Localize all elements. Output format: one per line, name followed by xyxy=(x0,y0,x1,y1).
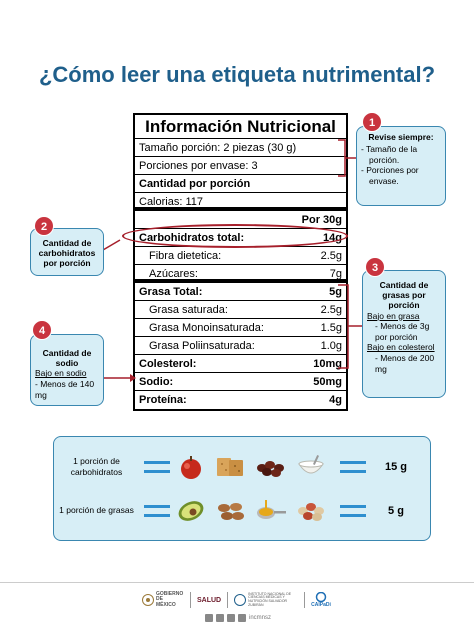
social-handle: incmnsz xyxy=(249,615,272,621)
crackers-icon xyxy=(215,454,247,480)
instituto-text: INSTITUTO NACIONAL DE CIENCIAS MÉDICAS Y NUTRICIÓN SALVADOR ZUBIRÁN xyxy=(248,591,292,607)
row-fibra: Fibra dietetica: 2.5g xyxy=(135,247,346,265)
gobierno-logo xyxy=(142,592,184,609)
portions-panel xyxy=(53,436,431,541)
callout-4-title: Cantidad de sodio xyxy=(42,348,92,369)
footer-separator xyxy=(227,592,228,608)
equals-icon xyxy=(144,461,170,473)
almonds-icon xyxy=(215,498,247,524)
callout-1-item: - Porciones por envase. xyxy=(361,165,419,187)
caipadi-logo xyxy=(311,592,331,608)
callout-3-title: Cantidad de grasas por porción xyxy=(379,280,429,311)
step-badge-2: 2 xyxy=(34,216,54,236)
portion-value: 5 g xyxy=(388,505,404,517)
step-badge-3: 3 xyxy=(365,257,385,277)
step-badge-1: 1 xyxy=(362,112,382,132)
portion-row-carbohidratos xyxy=(54,445,430,489)
facebook-icon[interactable] xyxy=(205,614,213,622)
social-bar xyxy=(205,614,271,622)
oil-spoon-icon xyxy=(255,498,287,524)
salud-logo: SALUD xyxy=(197,596,222,604)
portion-row-grasas xyxy=(54,489,430,533)
instituto-logo xyxy=(234,593,298,608)
callout-1-item: - Tamaño de la porción. xyxy=(361,144,418,165)
portion-value: 15 g xyxy=(384,461,407,473)
callout-revise-siempre xyxy=(356,126,446,206)
serving-size: Tamaño porción: 2 piezas (30 g) xyxy=(135,139,346,157)
yogurt-icon xyxy=(295,454,327,480)
gobierno-text: GOBIERNO DE MÉXICO xyxy=(156,590,184,608)
peanuts-icon xyxy=(295,498,327,524)
avocado-icon xyxy=(175,498,207,524)
footer-separator xyxy=(304,592,305,608)
apple-icon xyxy=(175,454,207,480)
label-title: Información Nutricional xyxy=(135,115,346,139)
beans-icon xyxy=(255,454,287,480)
page-title: ¿Cómo leer una etiqueta nutrimental? xyxy=(38,62,436,87)
row-sodio: Sodio: 50mg xyxy=(135,373,346,391)
calories: Calorias: 117 xyxy=(135,193,346,211)
caipadi-text: CAIPaDi xyxy=(311,602,331,608)
row-colesterol: Colesterol: 10mg xyxy=(135,355,346,373)
footer-separator xyxy=(190,592,191,608)
step-badge-4: 4 xyxy=(32,320,52,340)
footer-divider xyxy=(0,582,474,583)
portion-label: 1 porción de carbohidratos xyxy=(70,455,123,477)
callout-3-item2: - Menos de 200 mg xyxy=(375,353,435,374)
equals-icon xyxy=(340,461,366,473)
instagram-icon[interactable] xyxy=(227,614,235,622)
per-serving-header: Por 30g xyxy=(135,211,346,229)
callout-1-title: Revise siempre: xyxy=(368,132,434,142)
equals-icon xyxy=(144,505,170,517)
callout-3-sub2: Bajo en colesterol xyxy=(367,342,435,353)
row-proteina: Proteína: 4g xyxy=(139,394,342,406)
callout-3-item1: - Menos de 3g por porción xyxy=(375,321,430,342)
row-grasa-mono: Grasa Monoinsaturada: 1.5g xyxy=(135,319,346,337)
row-azucares: Azúcares: 7g xyxy=(135,265,346,283)
amount-per-serving: Cantidad por porción xyxy=(135,175,346,193)
footer-logos xyxy=(142,588,346,612)
row-grasa-total: Grasa Total: 5g xyxy=(135,283,346,301)
youtube-icon[interactable] xyxy=(238,614,246,622)
equals-icon xyxy=(340,505,366,517)
callout-4-item: - Menos de 140 mg xyxy=(35,379,95,400)
callout-2-title: Cantidad de carbohidratos por porción xyxy=(38,238,96,269)
portion-label: 1 porción de grasas xyxy=(59,505,134,516)
servings-per-container: Porciones por envase: 3 xyxy=(135,157,346,175)
row-grasa-poli: Grasa Poliinsaturada: 1.0g xyxy=(135,337,346,355)
callout-4-sub: Bajo en sodio xyxy=(35,368,87,379)
twitter-icon[interactable] xyxy=(216,614,224,622)
callout-grasas xyxy=(362,270,446,398)
callout-3-sub1: Bajo en grasa xyxy=(367,310,420,321)
row-carbohidratos: Carbohidratos total: 14g xyxy=(135,229,346,247)
row-grasa-saturada: Grasa saturada: 2.5g xyxy=(135,301,346,319)
callout-sodio xyxy=(30,334,104,406)
